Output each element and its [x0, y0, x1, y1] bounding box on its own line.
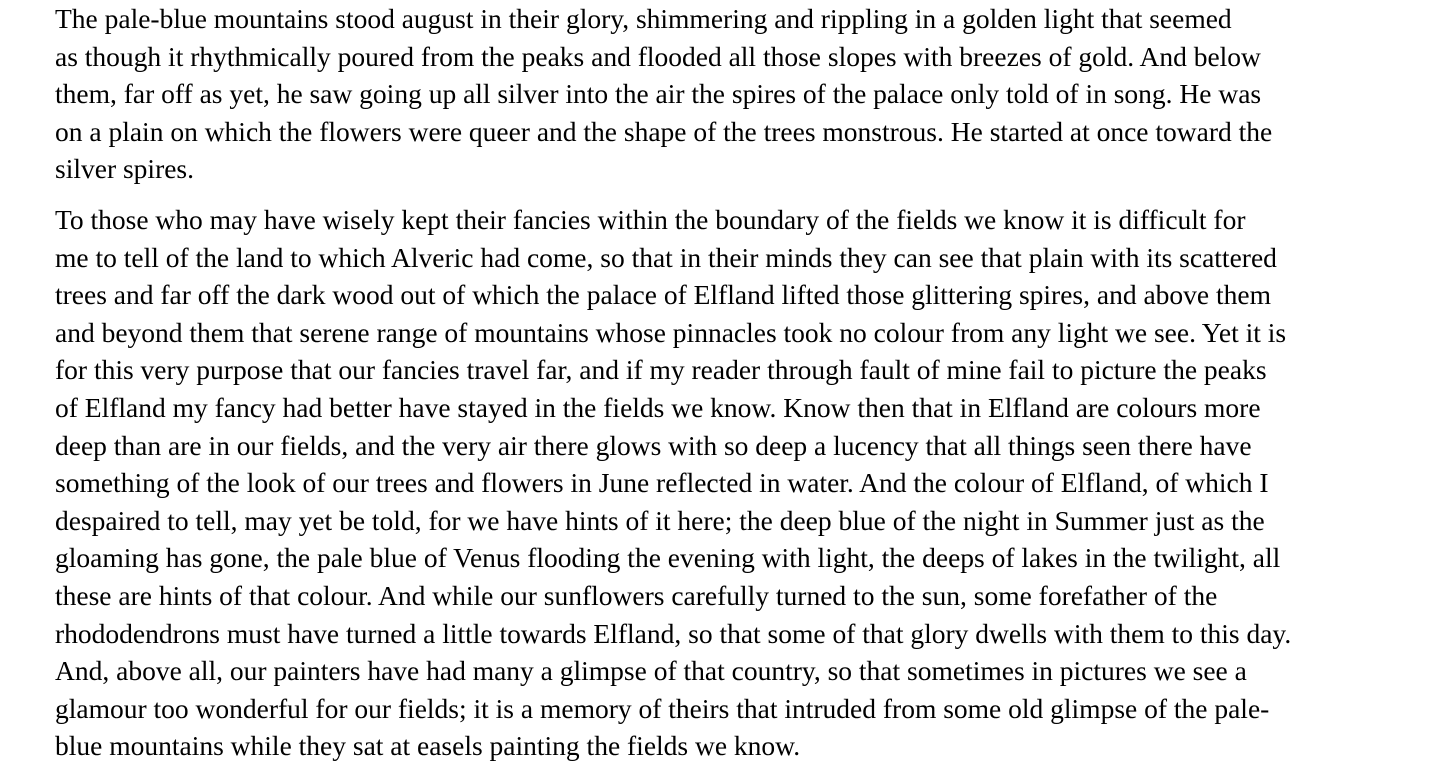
document-page — [6, 0, 1438, 765]
text-line: for this very purpose that our fancies travel far, and if my reader through fault of mine fail to picture the peaks — [55, 354, 1267, 386]
text-line: of Elfland my fancy had better have stayed in the fields we know. Know then that in Elfland are colours more — [55, 391, 1261, 423]
text-line: on a plain on which the flowers were queer and the shape of the trees monstrous. He started at once toward the — [55, 115, 1273, 147]
text-line: something of the look of our trees and flowers in June reflected in water. And the colour of Elfland, of which I — [55, 467, 1269, 499]
text-line: them, far off as yet, he saw going up all silver into the air the spires of the palace only told of in song. He was — [55, 78, 1262, 110]
text-line: The pale-blue mountains stood august in their glory, shimmering and rippling in a golden light that seemed — [55, 3, 1232, 34]
text-line: and beyond them that serene range of mountains whose pinnacles took no colour from any light we see. Yet it is — [55, 316, 1287, 348]
text-line: trees and far off the dark wood out of which the palace of Elfland lifted those glittering spires, and above them — [55, 279, 1271, 311]
text-line: deep than are in our fields, and the very air there glows with so deep a lucency that all things seen there have — [55, 429, 1252, 461]
text-line: To those who may have wisely kept their fancies within the boundary of the fields we know it is difficult for — [55, 203, 1246, 235]
text-line: glamour too wonderful for our fields; it is a memory of theirs that intruded from some old glimpse of the pale- — [55, 692, 1270, 724]
text-line: me to tell of the land to which Alveric had come, so that in their minds they can see that plain with its scattered — [55, 241, 1277, 273]
text-line: these are hints of that colour. And while our sunflowers carefully turned to the sun, some forefather of the — [55, 579, 1218, 611]
text-line: silver spires. — [55, 153, 195, 185]
text-line: rhododendrons must have turned a little towards Elfland, so that some of that glory dwells with them to this day. — [55, 617, 1292, 649]
text-line: as though it rhythmically poured from the peaks and flooded all those slopes with breezes of gold. And below — [55, 40, 1261, 72]
text-line: blue mountains while they sat at easels painting the fields we know. — [55, 730, 801, 762]
text-line: gloaming has gone, the pale blue of Venus flooding the evening with light, the deeps of lakes in the twilight, all — [55, 542, 1281, 574]
text-line: despaired to tell, may yet be told, for we have hints of it here; the deep blue of the night in Summer just as the — [55, 504, 1265, 536]
paragraph-1 — [6, 0, 1438, 188]
text-line: And, above all, our painters have had many a glimpse of that country, so that sometimes in pictures we see a — [55, 655, 1247, 687]
paragraph-2 — [6, 201, 1438, 765]
